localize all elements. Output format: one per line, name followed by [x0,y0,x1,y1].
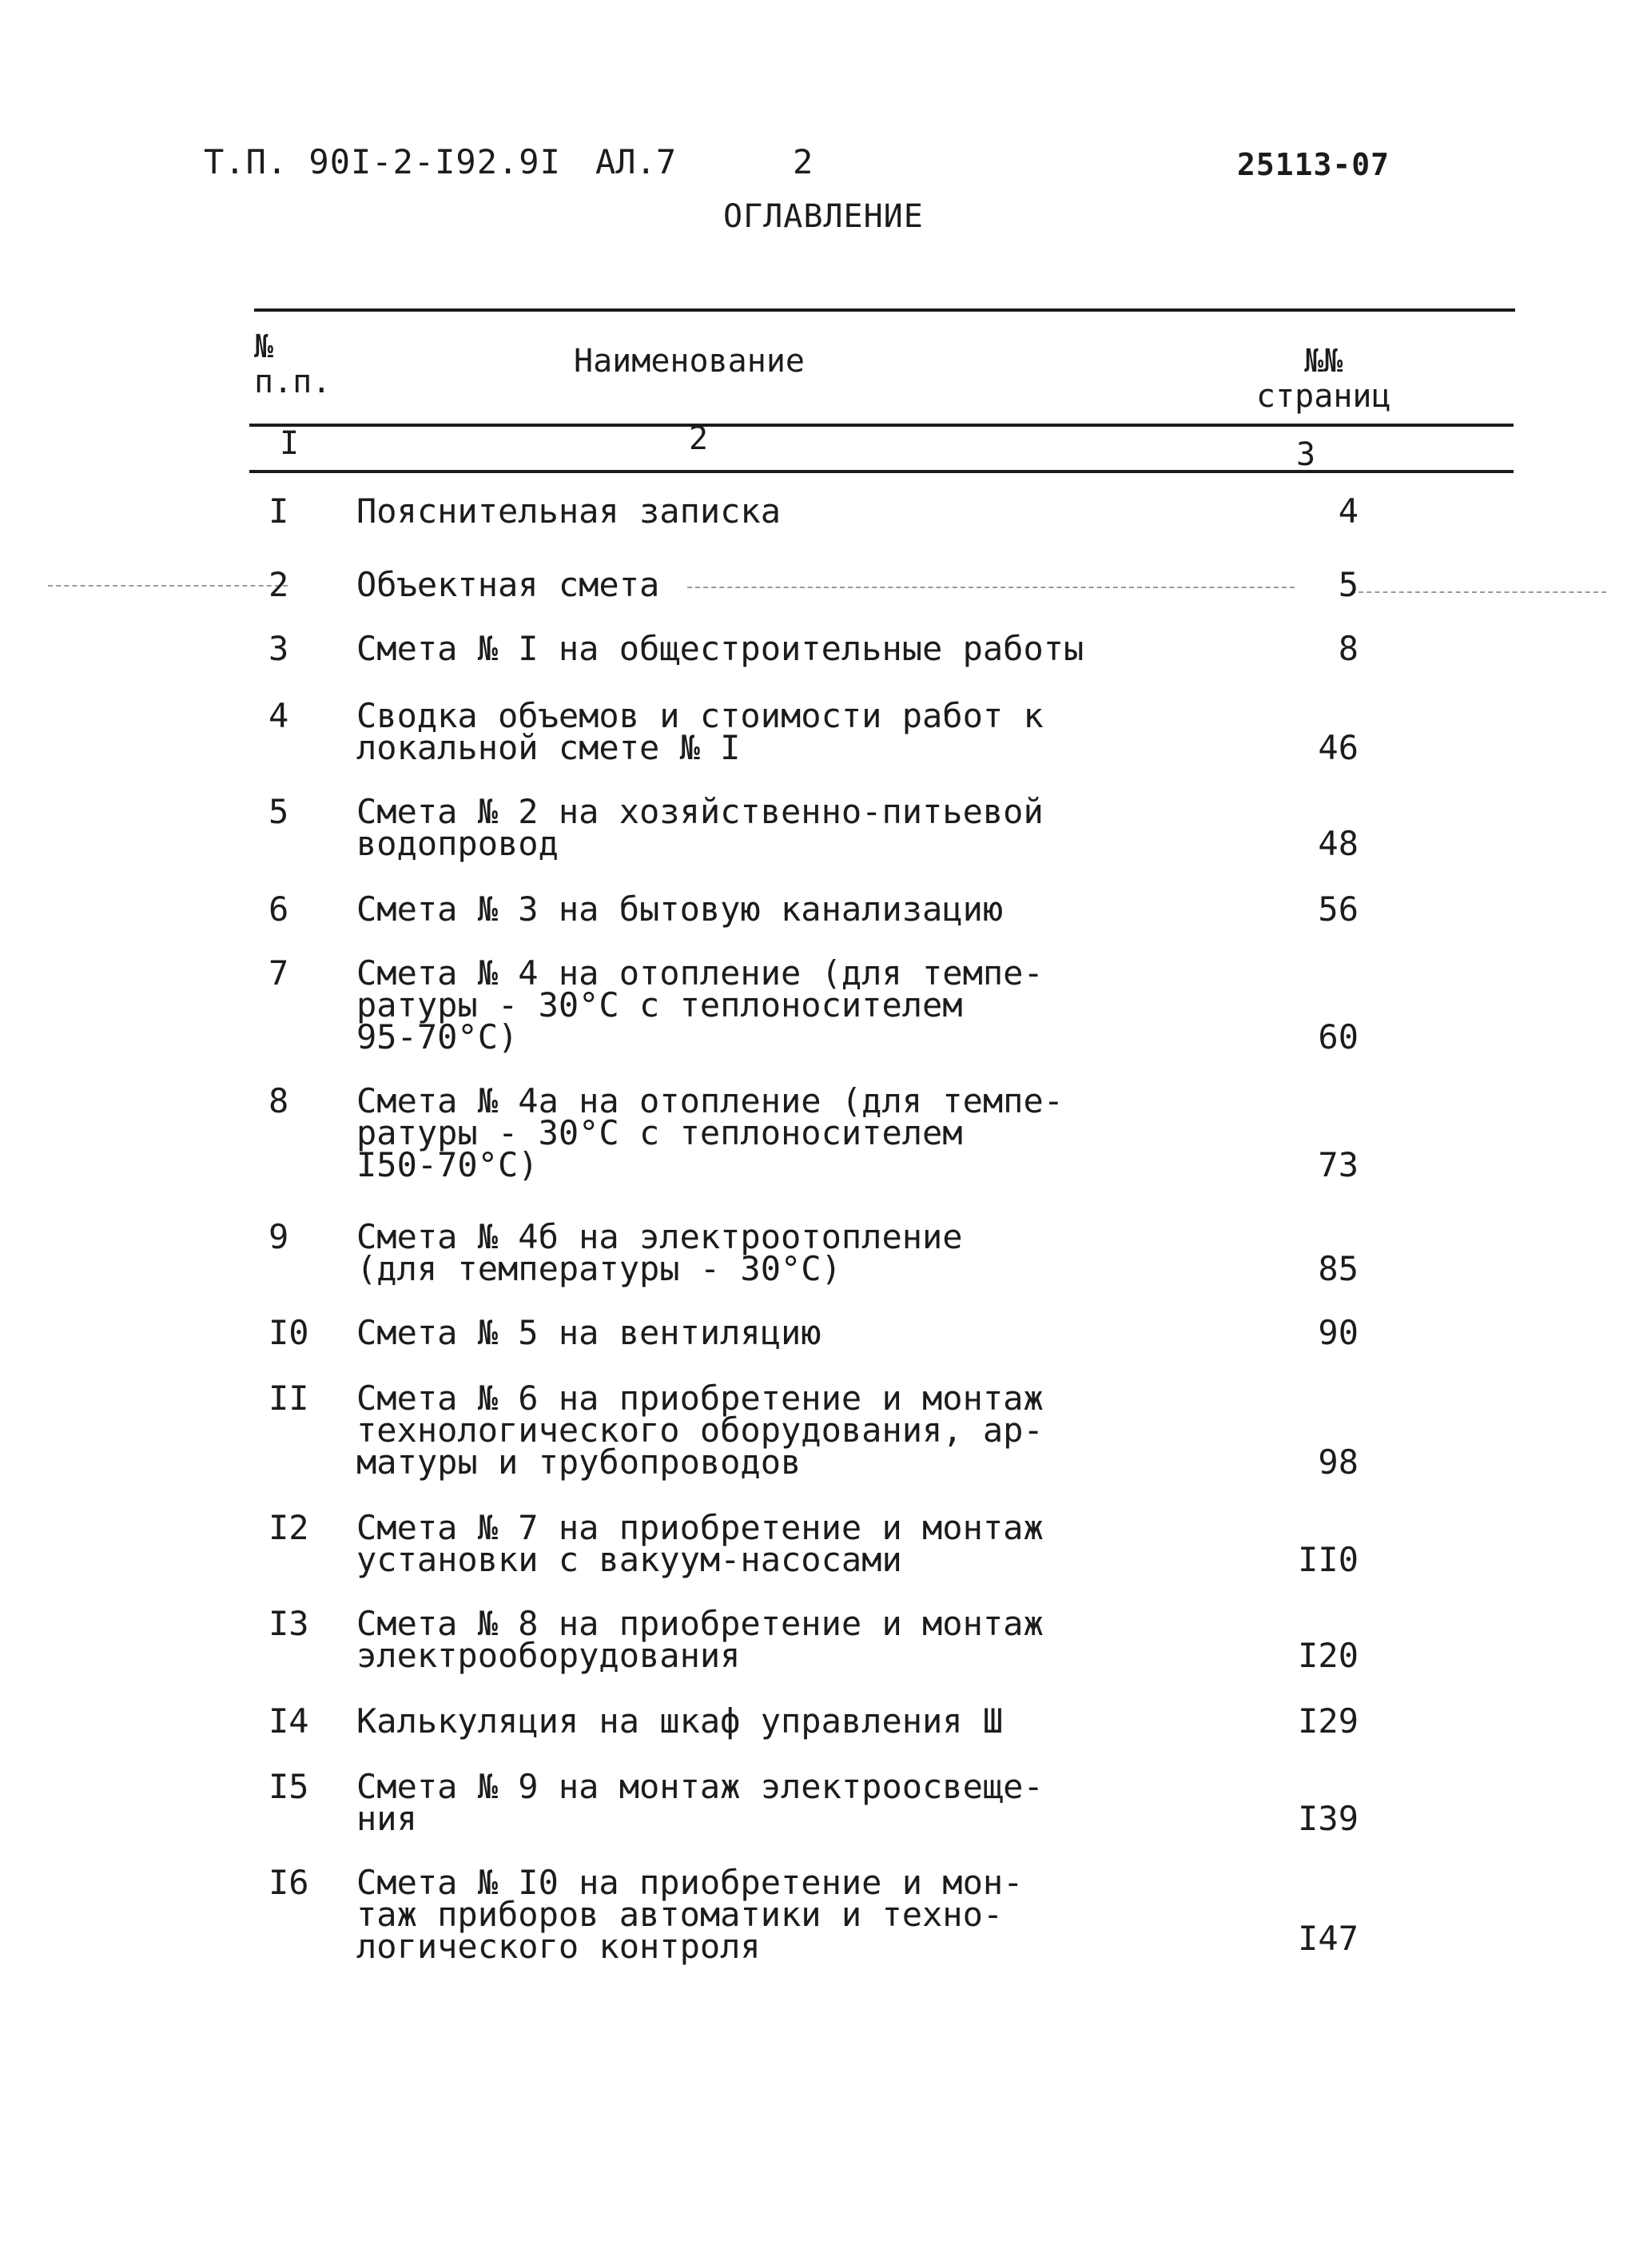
row-page: 5 [1338,565,1359,604]
row-number: 4 [269,696,289,735]
column-number-1: I [280,425,300,462]
row-number: 8 [269,1081,289,1120]
row-title: Смета № 8 на приобретение и монтаж электрооборудования [356,1604,1044,1675]
row-page: 56 [1318,889,1359,929]
column-header-number: № п.п. [254,328,332,400]
row-page: 8 [1338,629,1359,668]
row-title: Смета № I0 на приобретение и мон- таж приборов автоматики и техно- логического контроля [356,1863,1024,1966]
row-page: 48 [1318,824,1359,863]
row-number: I6 [269,1863,309,1902]
row-title: Сводка объемов и стоимости работ к локальной смете № I [356,696,1044,767]
row-page: 73 [1318,1145,1359,1184]
row-page: I47 [1298,1919,1359,1958]
row-title: Смета № I на общестроительные работы [356,629,1084,668]
column-header-name: Наименование [574,343,805,380]
row-page: 98 [1318,1442,1359,1482]
row-number: 5 [269,792,289,831]
row-title: Смета № 4а на отопление (для темпе- ратуры - 30°С с теплоносителем I50-70°С) [356,1081,1064,1184]
row-title: Смета № 4б на электроотопление (для температуры - 30°С) [356,1217,963,1288]
row-number: 3 [269,629,289,668]
row-page: 4 [1338,491,1359,531]
row-number: I3 [269,1604,309,1643]
table-header-rule [249,424,1514,427]
row-title: Смета № 2 на хозяйственно-питьевой водопровод [356,792,1044,863]
table-column-number-rule [249,470,1514,473]
row-title: Смета № 3 на бытовую канализацию [356,889,1004,929]
row-number: I0 [269,1313,309,1352]
page-number: 2 [793,142,814,181]
row-page: 90 [1318,1313,1359,1352]
row-title: Смета № 6 на приобретение и монтаж технологического оборудования, ар- матуры и трубопроводов [356,1379,1044,1482]
row-number: I5 [269,1767,309,1806]
row-number: I4 [269,1701,309,1741]
row-number: 7 [269,953,289,993]
sheet-label: АЛ.7 [595,142,677,181]
row-title: Объектная смета [356,565,660,604]
row-number: 6 [269,889,289,929]
row-number: I [269,491,289,531]
table-top-rule [254,308,1515,312]
row-number: 9 [269,1217,289,1256]
row-title: Пояснительная записка [356,491,782,531]
row-number: 2 [269,565,289,604]
row-title: Калькуляция на шкаф управления Ш [356,1701,1004,1741]
scan-artifact-dashed-line [48,585,288,587]
row-title: Смета № 9 на монтаж электроосвеще- ния [356,1767,1044,1838]
page-title: ОГЛАВЛЕНИЕ [723,198,924,235]
row-page: 60 [1318,1017,1359,1056]
scan-artifact-dashed-line [1351,591,1606,593]
column-header-pages: №№ страниц [1256,343,1391,415]
row-number: I2 [269,1508,309,1547]
column-number-3: 3 [1296,436,1316,473]
row-title: Смета № 7 на приобретение и монтаж установки с вакуум-насосами [356,1508,1044,1579]
row-page: 46 [1318,728,1359,767]
column-number-2: 2 [689,420,709,457]
document-code: Т.П. 90I-2-I92.9I [204,142,561,181]
row-page: I39 [1298,1799,1359,1838]
row-page: I29 [1298,1701,1359,1741]
archive-stamp-number: 25113-07 [1237,147,1390,182]
row-title: Смета № 4 на отопление (для темпе- ратуры - 30°С с теплоносителем 95-70°С) [356,953,1044,1056]
row-page: II0 [1298,1540,1359,1579]
row-title: Смета № 5 на вентиляцию [356,1313,822,1352]
row-page: 85 [1318,1249,1359,1288]
row-page: I20 [1298,1636,1359,1675]
row-number: II [269,1379,309,1418]
